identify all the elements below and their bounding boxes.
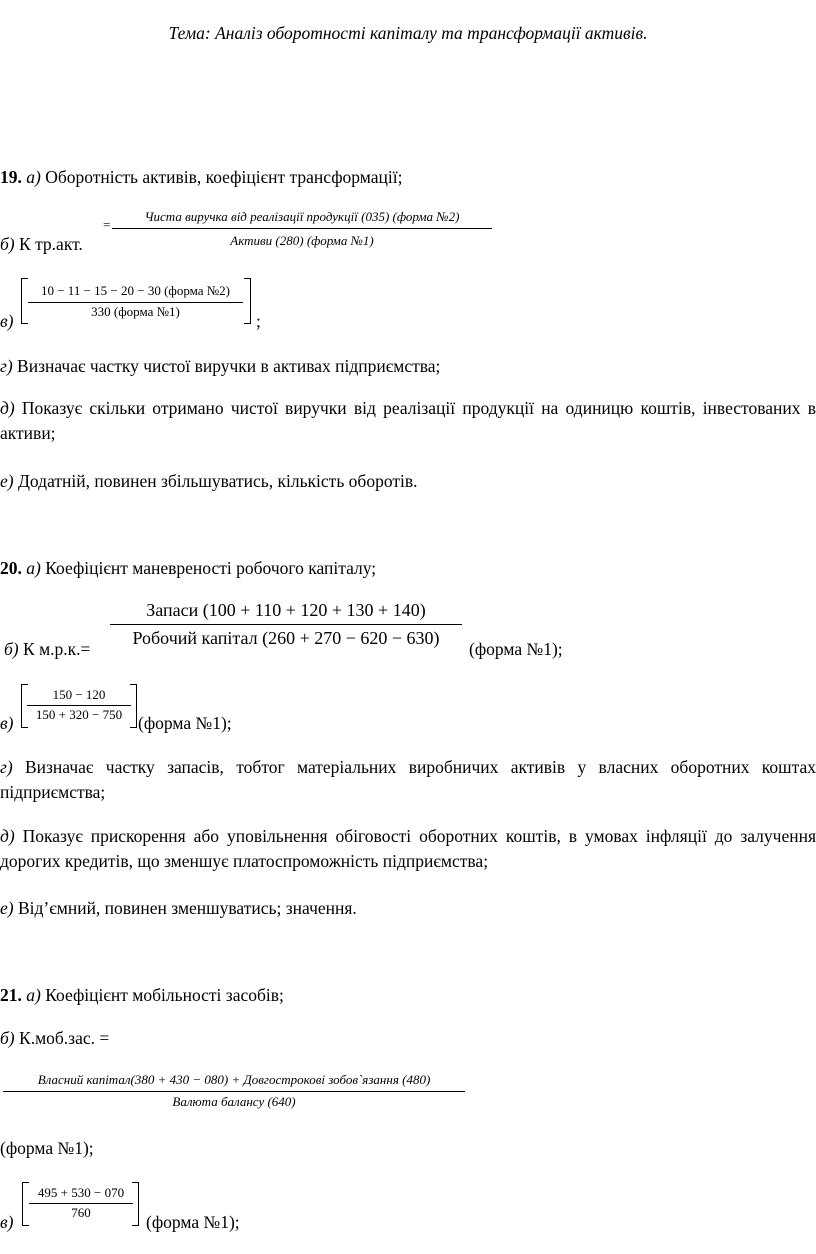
q21-a — [0, 984, 284, 1006]
q21-v-label: в) — [0, 1212, 14, 1232]
q21-b-numerator: Власний капітал(380 + 430 − 080) + Довгострокові зобов`язання (480) — [37, 1072, 431, 1087]
q19-b-numerator: Чиста виручка від реалізації продукції (035) (форма №2) — [144, 209, 460, 224]
q19-g-label: г) — [0, 356, 13, 376]
q19-b-denominator: Активи (280) (форма №1) — [230, 233, 374, 248]
q21-v-form: (форма №1); — [146, 1212, 240, 1232]
q19-d-text: Показує скільки отримано чистої виручки від реалізації продукції на одиницю коштів, інвестованих в активи; — [0, 398, 816, 443]
q21-v-numerator: 495 + 530 − 070 — [37, 1185, 125, 1200]
q20-d — [0, 824, 816, 874]
q20-b-numerator-text: Запаси (100 + 110 + 120 + 130 + 140) — [146, 600, 426, 620]
q20-b — [4, 638, 90, 660]
q19-v-numerator: 10 − 11 − 15 − 20 − 30 (форма №2) — [40, 283, 231, 298]
q19-v-semicolon: ; — [256, 311, 261, 331]
q20-d-text: Показує прискорення або уповільнення обіговості оборотних коштів, в умовах інфляції до залучення дорогих кредитів, що зменшує платоспроможність підприємства; — [0, 826, 816, 871]
q19-e — [0, 470, 418, 492]
q21-a-text: Коефіцієнт мобільності засобів; — [45, 985, 284, 1005]
q20-b-numerator — [110, 600, 462, 621]
q21-v-bracket-left — [22, 1182, 29, 1226]
q19-b — [0, 233, 83, 255]
q19-d-label: д) — [0, 398, 15, 418]
q20-b-text: К м.р.к.= — [23, 639, 91, 659]
q21-v-denominator: 760 — [71, 1205, 91, 1220]
q19-e-label: е) — [0, 471, 14, 491]
q19-v-bracket-left — [21, 278, 28, 324]
page-title: Тема: Аналіз оборотності капіталу та трансформації активів. — [168, 23, 648, 43]
q21-b-fraction-line — [3, 1091, 465, 1092]
q20-g-label: г) — [0, 757, 13, 777]
q19-b-label: б) — [0, 234, 15, 254]
q19-b-fraction-line — [112, 228, 492, 229]
q20-e-text: Від’ємний, повинен зменшуватись; значення. — [17, 898, 357, 918]
q19-v-denominator: 330 (форма №1) — [91, 304, 180, 319]
q21-b — [0, 1027, 109, 1049]
q19-v-fraction-line — [28, 302, 243, 303]
q20-b-fraction-line — [110, 624, 462, 625]
q19-v-label: в) — [0, 311, 14, 331]
q21-v-bracket-right — [132, 1182, 139, 1226]
q21-a-label: а) — [26, 985, 41, 1005]
q20-b-denominator — [110, 628, 462, 649]
q19-v-bracket-right — [244, 278, 251, 324]
q20-d-label: д) — [0, 826, 15, 846]
q19-a-text: Оборотність активів, коефіцієнт трансформації; — [45, 167, 403, 187]
q20-a-text: Коефіцієнт маневреності робочого капіталу; — [45, 558, 377, 578]
q20-v-bracket-right — [130, 684, 137, 728]
q20-a — [0, 557, 376, 579]
q19-e-text: Додатній, повинен збільшуватись, кількість оборотів. — [17, 471, 418, 491]
q19-g — [0, 355, 440, 377]
q19-a-label: а) — [26, 167, 41, 187]
q21-b-text: К.моб.зас. = — [19, 1028, 110, 1048]
q20-e-label: е) — [0, 898, 14, 918]
q20-g-text: Визначає частку запасів, тобтог матеріальних виробничих активів у власних оборотних коштах підприємства; — [0, 757, 816, 802]
q20-b-form: (форма №1); — [469, 639, 563, 659]
q20-a-label: а) — [26, 558, 41, 578]
q20-b-label: б) — [4, 639, 19, 659]
q20-number: 20. — [0, 558, 22, 578]
q20-v-numerator: 150 − 120 — [52, 687, 106, 702]
q21-b-form: (форма №1); — [0, 1138, 94, 1158]
q19-b-equals: = — [103, 217, 111, 232]
q20-v-fraction-line — [27, 705, 131, 706]
q21-b-label: б) — [0, 1028, 15, 1048]
q20-b-denominator-text: Робочий капітал (260 + 270 − 620 − 630) — [132, 628, 440, 648]
q20-v-denominator: 150 + 320 − 750 — [35, 707, 123, 722]
q20-v-label: в) — [0, 713, 14, 733]
q19-number: 19. — [0, 167, 22, 187]
q21-b-denominator: Валюта балансу (640) — [172, 1094, 296, 1109]
q20-v-form: (форма №1); — [138, 713, 232, 733]
q21-v-fraction-line — [29, 1203, 133, 1204]
q19-a — [0, 166, 402, 188]
q20-g — [0, 755, 816, 805]
q19-d — [0, 396, 816, 446]
q21-number: 21. — [0, 985, 22, 1005]
q20-e — [0, 897, 357, 919]
q19-b-text: К тр.акт. — [19, 234, 83, 254]
q19-g-text: Визначає частку чистої виручки в активах підприємства; — [17, 356, 441, 376]
